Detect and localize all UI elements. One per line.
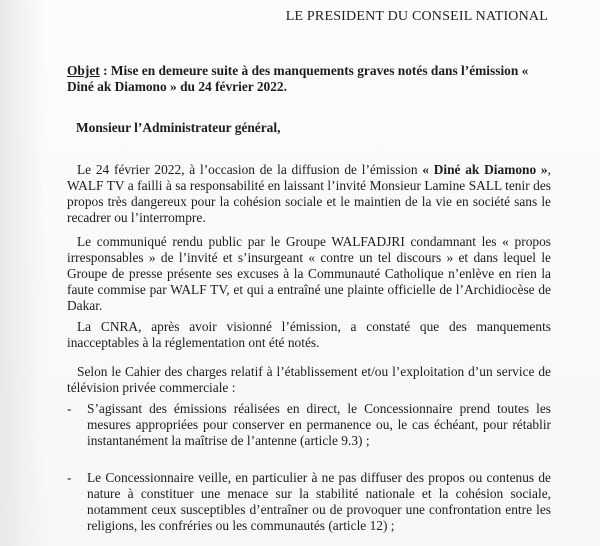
paragraph-1 bbox=[67, 162, 551, 226]
letterhead-title: LE PRESIDENT DU CONSEIL NATIONAL bbox=[285, 9, 548, 24]
show-title: « Diné ak Diamono » bbox=[422, 162, 548, 177]
paragraph-4-text: Selon le Cahier des charges relatif à l’établissement et/ou l’exploitation d’un service de télévision privée commerciale : bbox=[67, 364, 551, 395]
bullet-item-1 bbox=[67, 401, 551, 449]
paragraph-2-text: Le communiqué rendu public par le Groupe WALFADJRI condamnant les « propos irresponsables » de l’invité et s’insurgeant « contre un tel discours » et dans lequel le Groupe de presse présente ses excuses à la Communauté Catholique n’enlève en rien la faute commise par WALF TV, et qui a entraîné une plainte officielle de l’Archidiocèse de Dakar. bbox=[67, 234, 551, 313]
subject-line bbox=[67, 63, 552, 95]
subject-text: : Mise en demeure suite à des manquements graves notés dans l’émission « Diné ak Diamono » du 24 février 2022. bbox=[67, 63, 529, 94]
paragraph-3 bbox=[67, 319, 551, 351]
paragraph-1-intro: Le 24 février 2022, à l’occasion de la diffusion de l’émission bbox=[77, 162, 423, 177]
page-shadow bbox=[0, 0, 46, 546]
bullet-item-1-text: S’agissant des émissions réalisées en direct, le Concessionnaire prend toutes les mesures appropriées pour conserver en permanence ou, le cas échéant, pour rétablir instantanément la maîtrise de l’antenne (article 9.3) ; bbox=[87, 401, 551, 448]
paragraph-2 bbox=[67, 234, 551, 314]
salutation: Monsieur l’Administrateur général, bbox=[76, 120, 281, 135]
subject-label: Objet bbox=[67, 63, 100, 78]
paragraph-1-rest: , WALF TV a failli à sa responsabilité en laissant l’invité Monsieur Lamine SALL tenir des propos très dangereux pour la cohésion sociale et le maintien de la vie en société sans le recadrer ou l’interrompre. bbox=[67, 162, 551, 225]
bullet-item-2 bbox=[67, 470, 551, 534]
paragraph-4 bbox=[67, 364, 551, 396]
bullet-dash: - bbox=[67, 470, 72, 485]
bullet-dash: - bbox=[67, 401, 72, 416]
paragraph-3-text: La CNRA, après avoir visionné l’émission, a constaté que des manquements inacceptables à la réglementation ont été notés. bbox=[67, 319, 551, 350]
bullet-item-2-text: Le Concessionnaire veille, en particulier à ne pas diffuser des propos ou contenus de nature à constituer une menace sur la stabilité nationale et la cohésion sociale, notamment ceux susceptibles d’entraîner ou de provoquer une confrontation entre les religions, les confréries ou les communautés (article 12) ; bbox=[87, 470, 551, 533]
